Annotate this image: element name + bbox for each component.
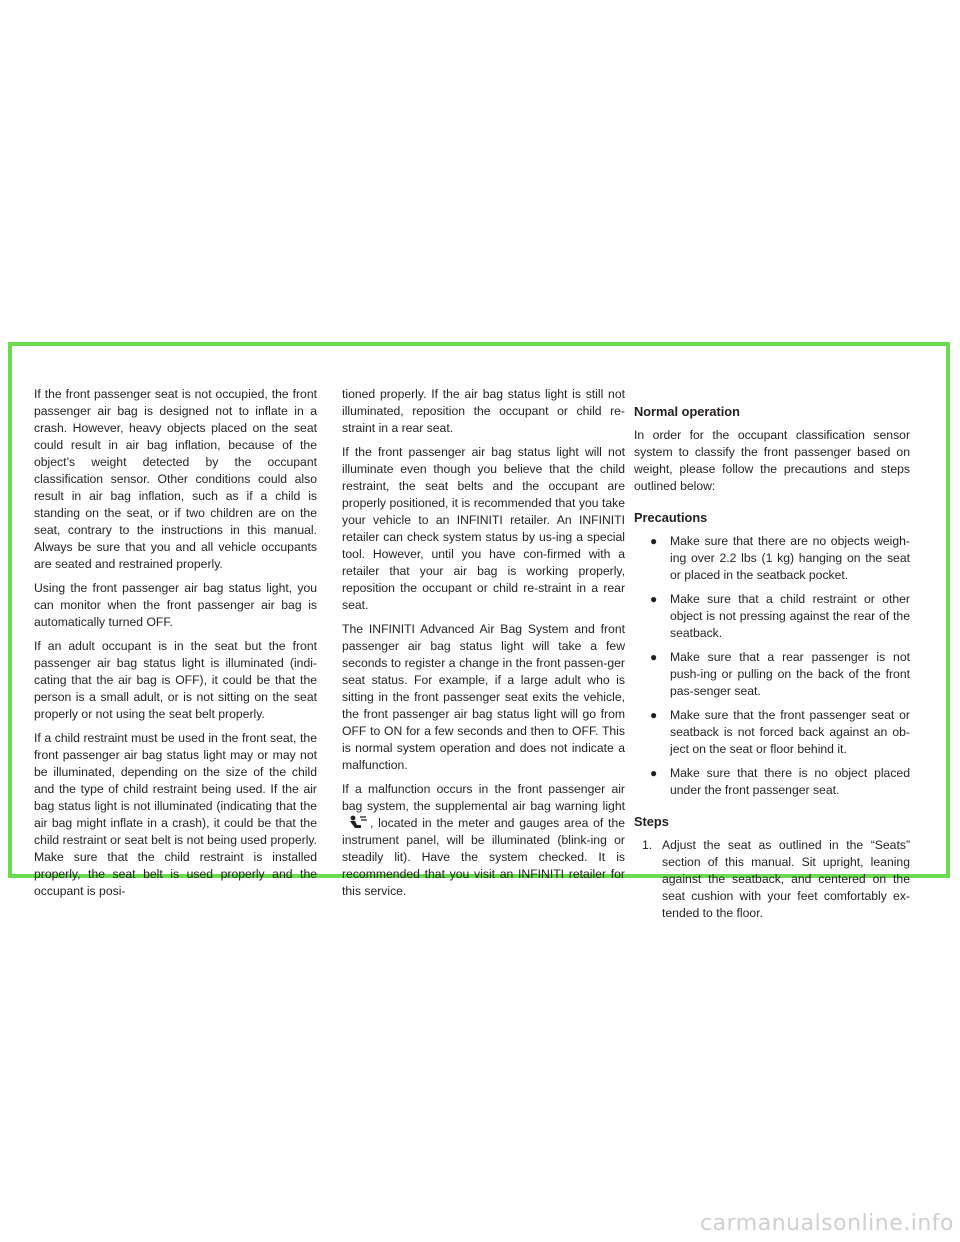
precautions-list	[634, 533, 910, 799]
list-item-text: Make sure that there are no objects weigh-ing over 2.2 lbs (1 kg) hanging on the seat or placed in the seatback pocket.	[670, 534, 910, 582]
paragraph-warning-light	[342, 781, 625, 900]
list-item-text: Make sure that a rear passenger is not push-ing or pulling on the back of the front pas-senger seat.	[670, 650, 910, 698]
bullet-icon: ●	[650, 534, 658, 548]
bullet-icon: ●	[650, 708, 658, 722]
list-item	[634, 707, 910, 758]
paragraph: Using the front passenger air bag status light, you can monitor when the front passenger air bag is automatically turned OFF.	[34, 581, 317, 629]
step-item	[634, 837, 910, 922]
bullet-icon: ●	[650, 766, 658, 780]
steps-list	[634, 837, 910, 922]
column-2	[342, 386, 625, 907]
paragraph: If the front passenger seat is not occupied, the front passenger air bag is designed not to inflate in a crash. However, heavy objects placed on the seat could result in air bag inflation, because of the object’s weight detected by the occupant classification sensor. Other conditions could also result in air bag inflation, such as if a child is standing on the seat, or if two children are on the seat, contrary to the instructions in this manual. Always be sure that you and all vehicle occupants are seated and restrained properly.	[34, 387, 317, 571]
text-span: If a malfunction occurs in the front passenger air bag system, the supplemental air bag warning light	[342, 782, 625, 813]
list-item-text: Make sure that there is no object placed under the front passenger seat.	[670, 766, 910, 797]
paragraph: tioned properly. If the air bag status light is still not illuminated, reposition the occupant or child re-straint in a rear seat.	[342, 387, 625, 435]
column-3	[634, 386, 910, 922]
bullet-icon: ●	[650, 650, 658, 664]
subsection-heading: Steps	[634, 814, 669, 829]
paragraph: If an adult occupant is in the seat but the front passenger air bag status light is illuminated (indi-cating that the air bag is OFF), it could be that the person is a small adult, or is not sitting on the seat properly or not using the seat belt properly.	[34, 639, 317, 721]
subsection-heading: Precautions	[634, 510, 708, 525]
watermark: carmanualsonline.info	[700, 1211, 954, 1236]
step-number: 1.	[642, 838, 653, 852]
bullet-icon: ●	[650, 592, 658, 606]
list-item	[634, 765, 910, 799]
section-heading: Normal operation	[634, 404, 740, 419]
list-item	[634, 591, 910, 642]
list-item	[634, 533, 910, 584]
paragraph: In order for the occupant classification sensor system to classify the front passenger based on weight, please follow the precautions and steps outlined below:	[634, 428, 910, 493]
paragraph: The INFINITI Advanced Air Bag System and front passenger air bag status light will take a few seconds to register a change in the front passen-ger seat status. For example, if a large adult who is sitting in the front passenger seat exits the vehicle, the front passenger air bag status light will go from OFF to ON for a few seconds and then to OFF. This is normal system operation and does not indicate a malfunction.	[342, 622, 625, 772]
airbag-warning-icon	[346, 815, 368, 829]
paragraph: If a child restraint must be used in the front seat, the front passenger air bag status light may or may not be illuminated, depending on the size of the child and the type of child restraint being used. If the air bag status light is not illuminated (indicating that the air bag might inflate in a crash), it could be that the child restraint or seat belt is not being used properly. Make sure that the child restraint is installed properly, the seat belt is used properly and the occupant is posi-	[34, 731, 317, 898]
list-item-text: Make sure that a child restraint or other object is not pressing against the rear of the seatback.	[670, 592, 910, 640]
paragraph: If the front passenger air bag status light will not illuminate even though you believe that the child restraint, the seat belts and the occupant are properly positioned, it is recommended that you take your vehicle to an INFINITI retailer. An INFINITI retailer can check system status by us-ing a special tool. However, until you have con-firmed with a retailer that your air bag is working properly, reposition the occupant or child re-straint in a rear seat.	[342, 445, 625, 612]
step-text: Adjust the seat as outlined in the “Seats” section of this manual. Sit upright, leaning against the seatback, and centered on the seat cushion with your feet comfortably ex-tended to the floor.	[662, 838, 910, 920]
list-item	[634, 649, 910, 700]
text-span: , located in the meter and gauges area of the instrument panel, will be illuminated (blink-ing or steadily lit). Have the system checked. It is recommended that you visit an INFINITI retailer for this service.	[342, 816, 625, 898]
list-item-text: Make sure that the front passenger seat or seatback is not forced back against an ob-ject on the seat or floor behind it.	[670, 708, 910, 756]
column-1	[34, 386, 317, 907]
